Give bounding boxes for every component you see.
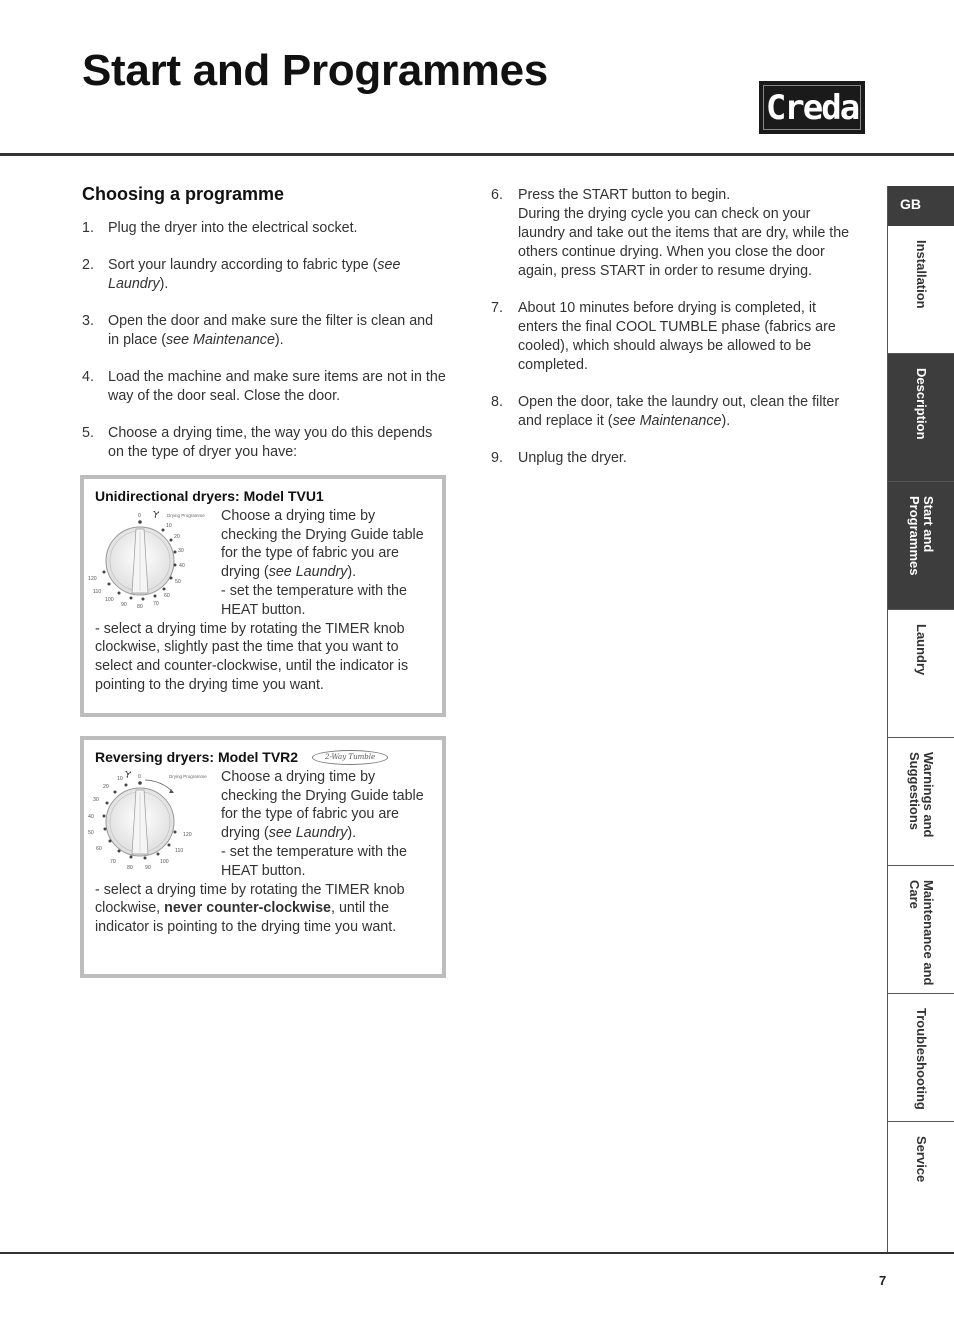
step-5 (82, 424, 447, 462)
steps-list-right (491, 186, 851, 468)
tab-label: Warnings and Suggestions (907, 752, 936, 838)
instruction-text: ). (347, 825, 357, 842)
tab-laundry[interactable] (888, 610, 954, 738)
right-column (491, 186, 851, 486)
step-8 (491, 393, 851, 431)
section-title: Choosing a programme (82, 184, 285, 204)
dial-tick: 90 (145, 864, 151, 871)
step-text-part: During the drying cycle you can check on your laundry and take out the items that are dry, while the others continue drying. When you close the door again, press START in order to resume drying. (518, 206, 850, 279)
tab-maintenance-and-care[interactable] (888, 866, 954, 994)
instruction-timer: - select a drying time by rotating the TIMER knob clockwise, (95, 881, 405, 917)
dial-tick: 10 (166, 522, 172, 529)
dial-tick: 70 (153, 600, 159, 607)
dial-tick: 20 (103, 783, 109, 790)
tab-warnings-and-suggestions[interactable] (888, 738, 954, 866)
tab-label: Laundry (914, 624, 929, 676)
tab-troubleshooting[interactable] (888, 994, 954, 1122)
step-1 (82, 219, 447, 238)
step-3 (82, 312, 447, 350)
step-number: 7. (491, 300, 503, 316)
step-2 (82, 256, 447, 294)
step-text (108, 256, 447, 294)
dial-tick: 110 (93, 588, 102, 595)
dial-tick: 80 (127, 864, 133, 871)
step-text (518, 186, 851, 281)
step-text-part: ). (274, 332, 284, 348)
fan-icon (125, 771, 131, 778)
tab-label: Troubleshooting (914, 1008, 929, 1110)
step-text: Plug the dryer into the electrical socket. (108, 220, 358, 236)
step-number: 8. (491, 394, 503, 410)
dial-tick: 110 (175, 847, 184, 854)
fan-icon (153, 511, 159, 518)
tab-start-and-programmes[interactable] (888, 482, 954, 610)
tab-label: Service (914, 1136, 929, 1183)
dial-tick: 60 (96, 845, 102, 852)
step-text (518, 393, 851, 431)
cross-reference: see Laundry (268, 825, 348, 842)
page-number: 7 (879, 1273, 887, 1288)
instruction-text: ). (347, 564, 357, 581)
reversing-dryer-box (80, 736, 446, 978)
dial-tick: 30 (178, 547, 184, 554)
dial-tick: 50 (175, 578, 181, 585)
warning-emphasis: never counter-clockwise (164, 900, 331, 917)
dial-label: Drying Programme (169, 773, 207, 779)
step-text: Load the machine and make sure items are not in the way of the door seal. Close the door. (108, 369, 446, 404)
dial-label: Drying Programme (167, 512, 205, 518)
tab-label: Start and Programmes (907, 496, 936, 576)
tab-installation[interactable] (888, 226, 954, 354)
step-number: 9. (491, 450, 503, 466)
step-4 (82, 368, 447, 406)
creda-logo: Creda (759, 81, 865, 134)
instruction-timer: - select a drying time by rotating the TIMER knob clockwise, slightly past the time that you want to select and counter-clockwise, until the indicator is pointing to the drying time you want. (95, 620, 409, 693)
left-column (82, 184, 447, 480)
cross-reference: see Maintenance (166, 332, 275, 348)
page-title: Start and Programmes (82, 46, 548, 95)
dial-tick: 30 (93, 796, 99, 803)
dial-tick: 40 (179, 562, 185, 569)
dial-tick: 0 (138, 773, 141, 780)
language-tab-gb[interactable]: GB (888, 186, 954, 226)
dial-tick: 100 (160, 858, 169, 865)
tab-description[interactable] (888, 354, 954, 482)
step-number: 3. (82, 313, 94, 329)
step-9 (491, 449, 851, 468)
tab-label: Maintenance and Care (907, 880, 936, 986)
step-number: 1. (82, 220, 94, 236)
step-text-part: Press the START button to begin. (518, 187, 731, 203)
dial-tick: 0 (138, 512, 141, 519)
header-divider (0, 153, 954, 156)
tab-label: Description (914, 368, 929, 440)
two-way-tumble-badge: 2-Way Tumble (312, 750, 388, 765)
step-number: 2. (82, 257, 94, 273)
section-tabs (887, 186, 954, 1252)
dial-tick: 50 (88, 829, 94, 836)
steps-list-left (82, 219, 447, 462)
dial-tick: 60 (164, 592, 170, 599)
dial-tick: 90 (121, 601, 127, 608)
box-heading: Unidirectional dryers: Model TVU1 (95, 488, 324, 504)
dial-tick: 120 (88, 575, 97, 582)
step-text: Choose a drying time, the way you do this depends on the type of dryer you have: (108, 425, 433, 460)
timer-dial-illustration (88, 507, 218, 617)
dial-tick: 120 (183, 831, 192, 838)
instruction-text: Choose a drying time by checking the Drying Guide table for the type of fabric you are drying ( (221, 768, 424, 842)
step-text (108, 312, 447, 350)
step-6 (491, 186, 851, 281)
box-heading (95, 748, 430, 767)
tab-label: Installation (914, 240, 929, 309)
instruction-text: Choose a drying time by checking the Drying Guide table for the type of fabric you are drying ( (221, 507, 424, 581)
footer-divider (0, 1252, 954, 1254)
step-text: About 10 minutes before drying is completed, it enters the final COOL TUMBLE phase (fabrics are cooled), which should always be allowed to be completed. (518, 300, 836, 373)
step-number: 4. (82, 369, 94, 385)
step-7 (491, 299, 851, 375)
step-text-part: Open the door, take the laundry out, clean the filter and replace it ( (518, 394, 840, 429)
cross-reference: see Maintenance (612, 413, 722, 429)
step-text-part: ). (721, 413, 731, 429)
unidirectional-dryer-box (80, 475, 446, 717)
cross-reference: see Laundry (268, 564, 348, 581)
instruction-heat: - set the temperature with the HEAT button. (221, 582, 407, 618)
cross-reference: see Laundry (108, 257, 401, 292)
dial-tick: 100 (105, 596, 114, 603)
dial-tick: 80 (137, 603, 143, 610)
instruction-heat: - set the temperature with the HEAT button. (221, 843, 407, 879)
step-text-part: ). (159, 276, 169, 292)
dial-tick: 40 (88, 813, 94, 820)
instruction-timer-end: , until the indicator is pointing to the drying time you want. (95, 900, 397, 936)
step-number: 6. (491, 187, 503, 203)
timer-dial-illustration (88, 768, 218, 878)
dial-tick: 10 (117, 775, 123, 782)
dial-tick: 20 (174, 533, 180, 540)
box-heading-text: Reversing dryers: Model TVR2 (95, 749, 299, 765)
step-number: 5. (82, 425, 94, 441)
step-text: Unplug the dryer. (518, 450, 627, 466)
step-text-part: Sort your laundry according to fabric type ( (108, 257, 378, 273)
step-text-part: Open the door and make sure the filter is clean and in place ( (108, 313, 434, 348)
dial-tick: 70 (110, 858, 116, 865)
tab-service[interactable] (888, 1122, 954, 1250)
